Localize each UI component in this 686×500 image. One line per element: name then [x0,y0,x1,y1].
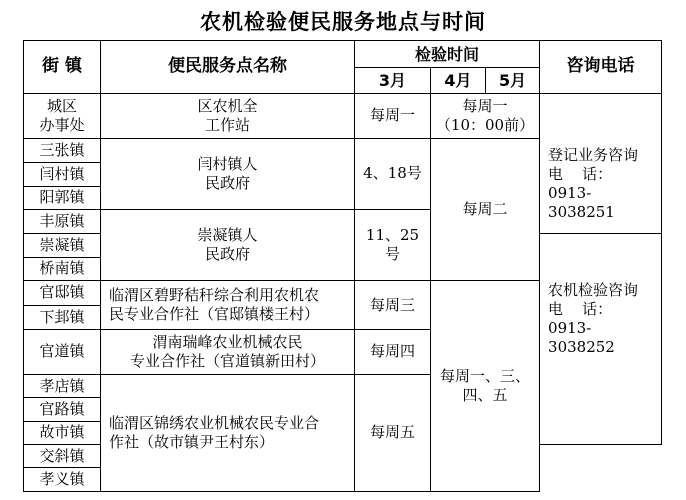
town-cell: 桥南镇 [24,257,101,280]
header-april: 4月 [431,68,486,93]
town-cell: 交斜镇 [24,445,101,468]
town-cell: 闫村镇 [24,163,101,186]
phone-inspection-cell: 农机检验咨询 电 话： 0913-3038252 [540,234,662,445]
march-cell: 4、18号 [355,138,431,209]
header-march: 3月 [355,68,431,93]
aprmay-cell: 每周一 （10：00前） [431,93,540,138]
header-phone: 咨询电话 [540,41,662,94]
march-cell: 11、25 号 [355,209,431,280]
town-cell: 阳郭镇 [24,186,101,209]
town-cell: 城区 办事处 [24,93,101,138]
town-cell: 官邸镇 [24,281,101,305]
site-cell: 渭南瑞峰农业机械农民 专业合作社（官道镇新田村） [101,330,355,375]
header-town: 街 镇 [24,41,101,94]
town-cell: 孝店镇 [24,374,101,397]
town-cell: 官路镇 [24,398,101,421]
town-cell: 孝义镇 [24,468,101,492]
site-cell: 区农机全 工作站 [101,93,355,138]
town-cell: 三张镇 [24,138,101,162]
town-cell: 下邽镇 [24,305,101,329]
header-may: 5月 [486,68,540,93]
town-cell: 官道镇 [24,330,101,375]
page-title: 农机检验便民服务地点与时间 [200,10,486,34]
march-cell: 每周一 [355,93,431,138]
march-cell: 每周四 [355,330,431,375]
town-cell: 丰原镇 [24,209,101,233]
schedule-table [23,40,662,492]
site-cell: 临渭区碧野秸秆综合利用农机农 民专业合作社（官邸镇楼王村） [101,281,355,330]
header-site: 便民服务点名称 [101,41,355,94]
town-cell: 崇凝镇 [24,234,101,257]
march-cell: 每周三 [355,281,431,330]
march-cell: 每周五 [355,374,431,491]
site-cell: 临渭区锦绣农业机械农民专业合 作社（故市镇尹王村东） [101,374,355,491]
header-time: 检验时间 [355,41,540,68]
phone-registration-cell: 登记业务咨询 电 话： 0913-3038251 [540,93,662,233]
town-cell: 故市镇 [24,421,101,444]
aprmay-group-2: 每周一、三、 四、五 [431,281,540,492]
site-cell: 崇凝镇人 民政府 [101,209,355,280]
aprmay-group-1: 每周二 [431,138,540,280]
site-cell: 闫村镇人 民政府 [101,138,355,209]
